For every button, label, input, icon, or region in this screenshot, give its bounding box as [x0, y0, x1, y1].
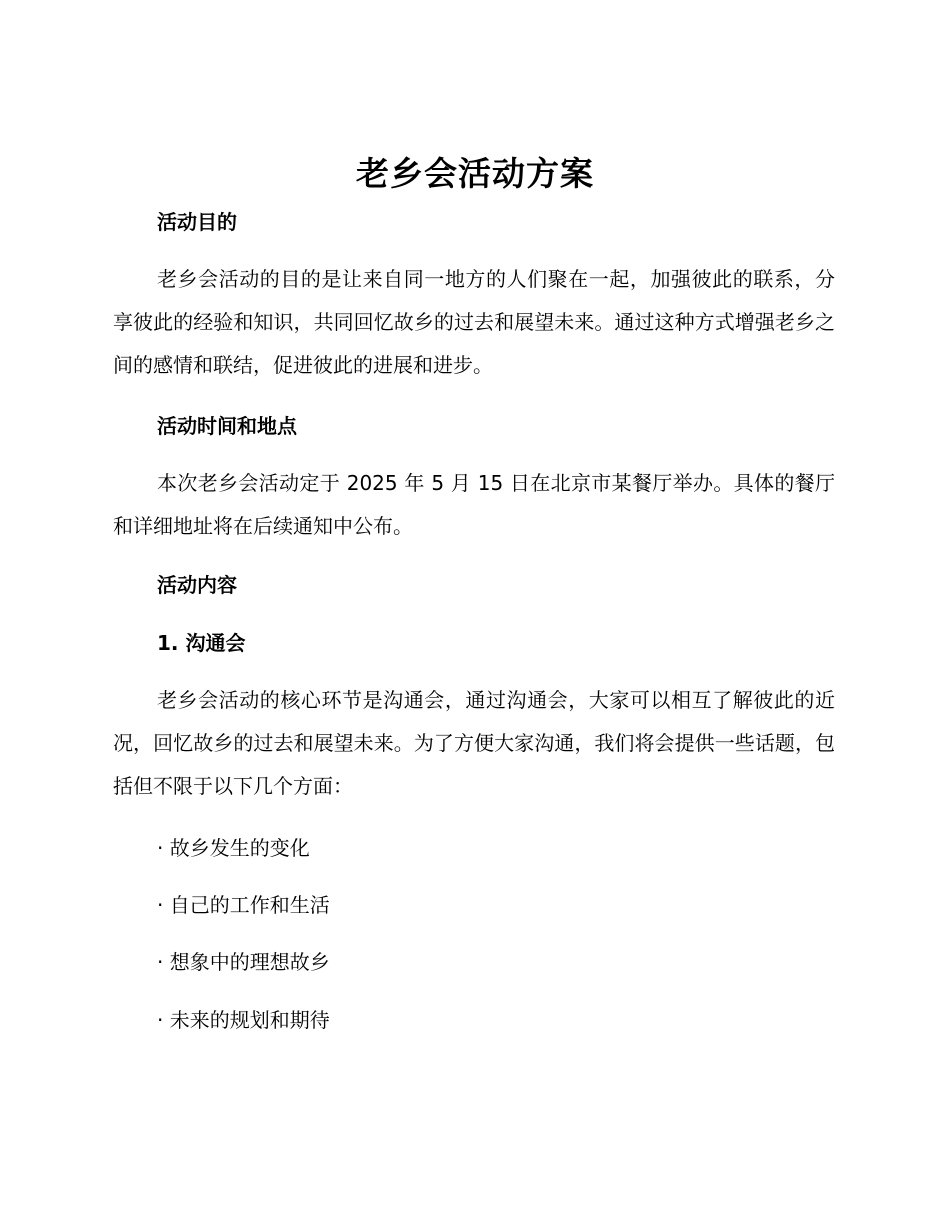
paragraph-purpose: 老乡会活动的目的是让来自同一地方的人们聚在一起，加强彼此的联系，分享彼此的经验和知识，共同回忆故乡的过去和展望未来。通过这种方式增强老乡之间的感情和联结，促进彼此的进展和进步。: [113, 267, 835, 377]
list-item: · 自己的工作和生活: [157, 893, 330, 917]
list-item: · 未来的规划和期待: [157, 1008, 330, 1032]
paragraph-content: 老乡会活动的核心环节是沟通会，通过沟通会，大家可以相互了解彼此的近况，回忆故乡的过去和展望未来。为了方便大家沟通，我们将会提供一些话题，包括但不限于以下几个方面：: [113, 688, 835, 798]
document-title: 老乡会活动方案: [356, 154, 594, 193]
list-item: · 故乡发生的变化: [157, 836, 310, 860]
section-heading-content: 活动内容: [157, 573, 237, 597]
list-item: · 想象中的理想故乡: [157, 950, 330, 974]
section-heading-time-place: 活动时间和地点: [157, 414, 297, 438]
section-heading-purpose: 活动目的: [157, 210, 237, 234]
paragraph-time-place: 本次老乡会活动定于 2025 年 5 月 15 日在北京市某餐厅举办。具体的餐厅和详细地址将在后续通知中公布。: [113, 471, 835, 538]
subheading-communication-meeting: 1. 沟通会: [157, 631, 246, 655]
